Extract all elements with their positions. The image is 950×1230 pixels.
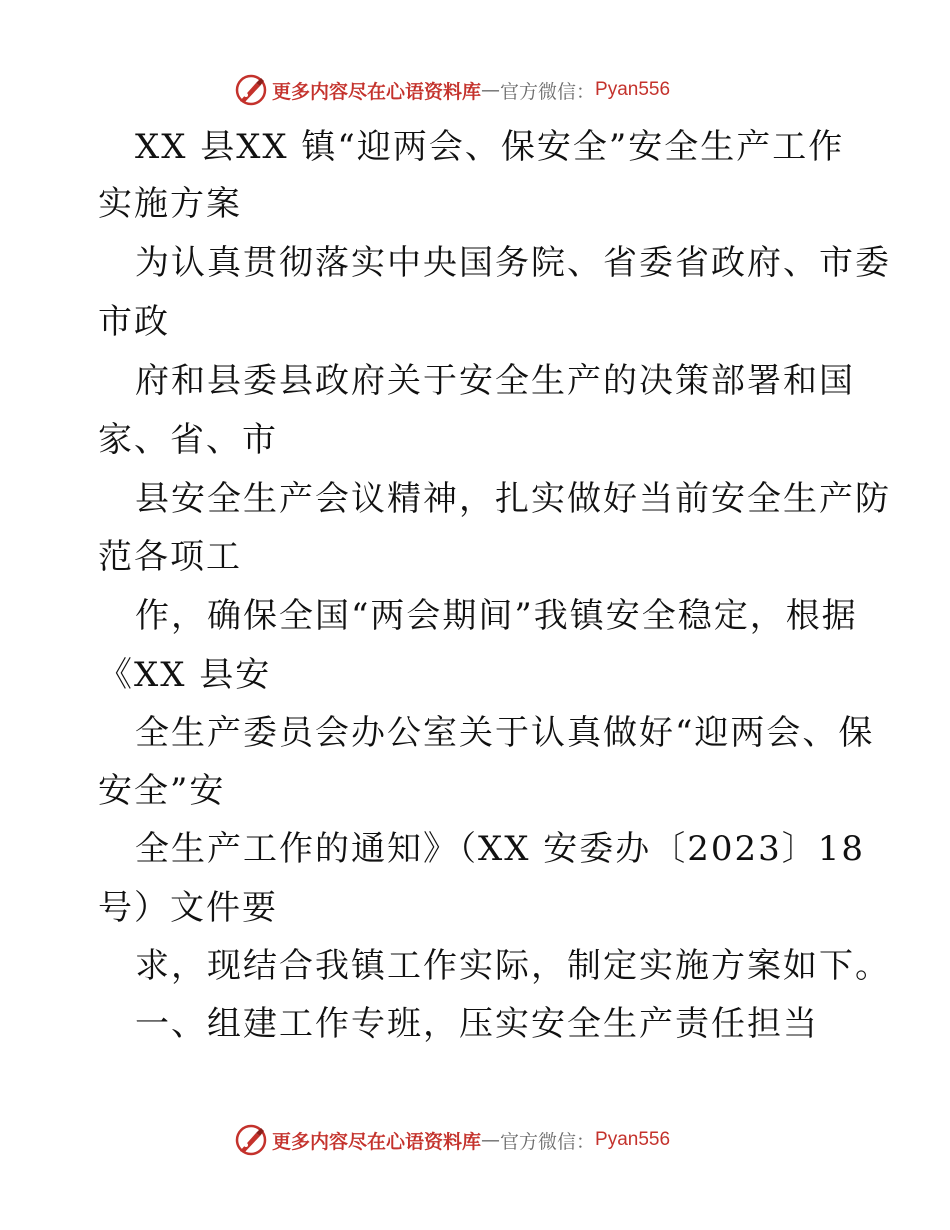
paragraph-line: 全生产委员会办公室关于认真做好“迎两会、保 [135,713,875,753]
watermark-main-text: 更多内容尽在心语资料库 [272,1130,482,1153]
paragraph-line: 全生产工作的通知》（XX 安委办〔2023〕18 [135,829,866,869]
paragraph-line: 号）文件要 [98,888,278,928]
watermark-main-text: 更多内容尽在心语资料库 [272,80,482,103]
paragraph-line: 府和县委县政府关于安全生产的决策部署和国 [135,361,855,401]
header-watermark [234,72,670,108]
paragraph-line: 县安全生产会议精神，扎实做好当前安全生产防 [135,479,891,519]
paragraph-line: 市政 [98,302,170,342]
title-line-2: 实施方案 [98,184,242,224]
pen-logo-icon [234,1123,268,1157]
section-heading: 一、组建工作专班，压实安全生产责任担当 [135,1004,819,1044]
watermark-wechat-id: Pyan556 [595,79,671,100]
watermark-wechat-label: 官方微信： [500,1130,596,1153]
paragraph-line: 范各项工 [98,537,242,577]
paragraph-line: 《XX 县安 [98,655,272,695]
watermark-dash: — [481,1129,501,1151]
watermark-wechat-id: Pyan556 [595,1129,671,1150]
watermark-dash: — [481,79,501,101]
paragraph-line: 安全”安 [98,771,226,811]
paragraph-line: 作，确保全国“两会期间”我镇安全稳定，根据 [135,596,858,636]
pen-logo-icon [234,73,268,107]
paragraph-line: 为认真贯彻落实中央国务院、省委省政府、市委 [135,243,891,283]
paragraph-line: 求，现结合我镇工作实际，制定实施方案如下。 [135,946,891,986]
watermark-wechat-label: 官方微信： [500,80,596,103]
footer-watermark [234,1122,670,1158]
title-line-1: XX 县XX 镇“迎两会、保安全”安全生产工作 [135,127,845,167]
paragraph-line: 家、省、市 [98,420,278,460]
